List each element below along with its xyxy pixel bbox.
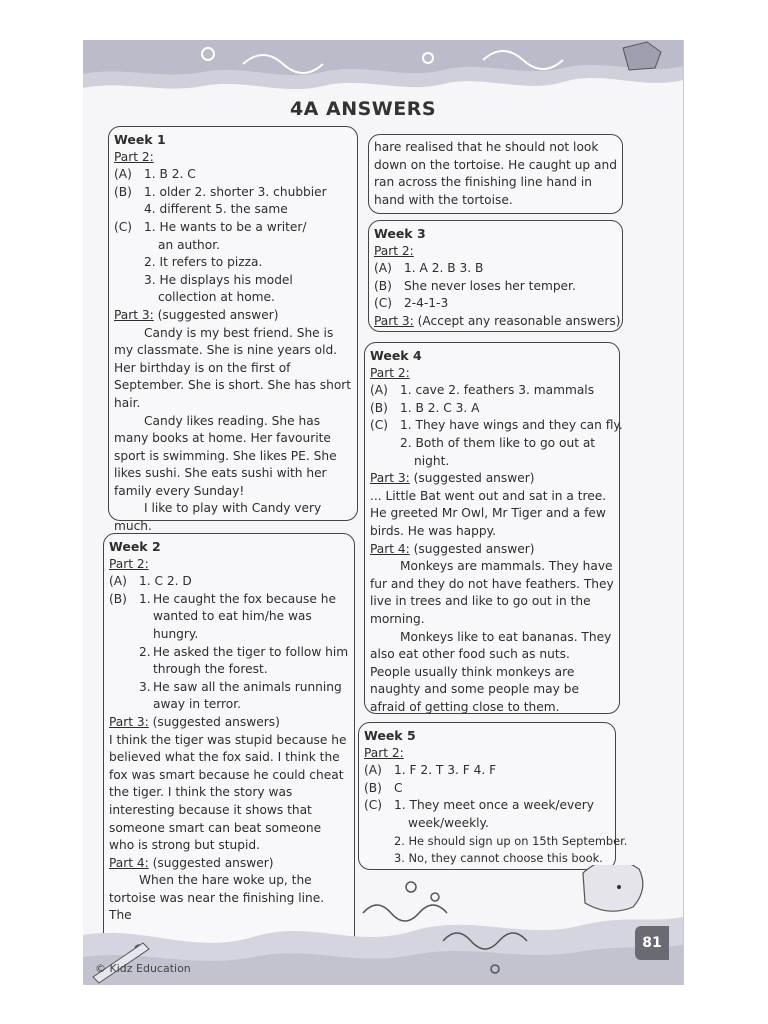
week4-b-answers: 1. B 2. C 3. A — [400, 400, 480, 415]
week1-c-line5: collection at home. — [158, 290, 275, 305]
week2-b3-number: 3. — [139, 679, 151, 694]
week1-a-label: (A) — [114, 167, 132, 182]
week4-part4-paragraph-2: Monkeys like to eat bananas. They also eat other food such as nuts. People usually think monkeys are naughty and some people may be afraid of getting close to them. — [370, 629, 612, 714]
week5-heading: Week 5 — [364, 728, 416, 743]
week2-part2-label: Part 2: — [109, 556, 149, 571]
week2-b2-text: He asked the tiger to follow him through the forest. — [153, 644, 349, 677]
week5-b-label: (B) — [364, 780, 382, 795]
week2-part4-text: When the hare woke up, the tortoise was near the finishing line. The — [109, 873, 325, 923]
week2-b2-number: 2. — [139, 644, 151, 659]
week5-c-line1: 1. They meet once a week/every — [394, 798, 594, 813]
week3-c-label: (C) — [374, 296, 393, 311]
week4-part3-label: Part 3: — [370, 471, 410, 486]
week4-c-line3: night. — [414, 453, 450, 468]
week4-heading: Week 4 — [370, 348, 422, 363]
continuation-text: hare realised that he should not look down on the tortoise. He caught up and ran across the finishing line hand in hand with the tortoise. — [374, 140, 617, 207]
week2-part3-note: (suggested answers) — [152, 714, 280, 729]
week2-part3-label: Part 3: — [109, 714, 149, 729]
wave-banner-decoration — [83, 40, 683, 102]
continuation-box — [368, 134, 623, 214]
page-number-badge: 81 — [635, 926, 669, 960]
week3-b-label: (B) — [374, 278, 392, 293]
week4-part2-label: Part 2: — [370, 365, 410, 380]
week1-part2-label: Part 2: — [114, 149, 154, 164]
page-title: 4A ANSWERS — [289, 98, 437, 120]
week1-paragraph-2: Candy likes reading. She has many books at home. Her favourite sport is swimming. She likes PE. She likes sushi. She eats sushi with her family every Sunday! — [114, 413, 337, 498]
week3-part2-label: Part 2: — [374, 243, 414, 258]
week1-b-label: (B) — [114, 184, 132, 199]
week3-heading: Week 3 — [374, 226, 426, 241]
week3-a-answers: 1. A 2. B 3. B — [404, 261, 484, 276]
week5-a-answers: 1. F 2. T 3. F 4. F — [394, 763, 497, 778]
week2-heading: Week 2 — [109, 539, 161, 554]
week1-a-answers: 1. B 2. C — [144, 167, 196, 182]
week3-c-answer: 2-4-1-3 — [404, 296, 449, 311]
week4-part3-text: ... Little Bat went out and sat in a tree. He greeted Mr Owl, Mr Tiger and a few birds. He was happy. — [370, 488, 607, 538]
week1-c-line4: 3. He displays his model — [144, 272, 293, 287]
week1-box — [108, 126, 358, 534]
week5-c-line2: week/weekly. — [408, 815, 489, 830]
week2-part4-note: (suggested answer) — [152, 855, 274, 870]
week5-part2-label: Part 2: — [364, 745, 404, 760]
week4-c-line1: 1. They have wings and they can fly. — [400, 418, 623, 433]
week3-a-label: (A) — [374, 261, 392, 276]
week2-b1-text: He caught the fox because he wanted to eat him/he was hungry. — [153, 591, 336, 641]
week4-part3-note: (suggested answer) — [413, 471, 535, 486]
week1-c-line1: 1. He wants to be a writer/ — [144, 219, 307, 234]
week4-part4-paragraph-1: Monkeys are mammals. They have fur and they do not have feathers. They live in trees and like to go out in the morning. — [370, 559, 614, 626]
week4-c-line2: 2. Both of them like to go out at — [400, 435, 596, 450]
week5-b-answer: C — [394, 780, 403, 795]
week5-a-label: (A) — [364, 763, 382, 778]
week2-b3-text: He saw all the animals running away in terror. — [153, 679, 342, 712]
week1-part3-label: Part 3: — [114, 307, 154, 322]
week1-b-line1: 1. older 2. shorter 3. chubbier — [144, 184, 327, 199]
workbook-page — [83, 40, 684, 985]
week2-a-answers: 1. C 2. D — [139, 574, 192, 589]
week3-part3-note: (Accept any reasonable answers) — [417, 313, 621, 328]
week2-b-label: (B) — [109, 591, 127, 606]
week5-c-line3: 2. He should sign up on 15th September. — [394, 833, 628, 848]
week3-part3-label: Part 3: — [374, 313, 414, 328]
week2-a-label: (A) — [109, 574, 127, 589]
week4-c-label: (C) — [370, 418, 389, 433]
week4-box — [364, 342, 623, 714]
week2-b1-number: 1. — [139, 591, 151, 606]
week1-c-line2: an author. — [158, 237, 220, 252]
week4-a-answers: 1. cave 2. feathers 3. mammals — [400, 383, 595, 398]
week1-paragraph-3: I like to play with Candy very much. — [114, 501, 322, 534]
copyright-text: © Kidz Education — [95, 962, 191, 975]
week5-c-line4: 3. No, they cannot choose this book. — [394, 851, 603, 866]
week4-b-label: (B) — [370, 400, 388, 415]
week1-part3-note: (suggested answer) — [157, 307, 279, 322]
week1-c-label: (C) — [114, 219, 133, 234]
week2-part3-text: I think the tiger was stupid because he believed what the fox said. I think the fox was smart because he could cheat the tiger. I think the story was interesting because it shows that someone smart can beat someone who is strong but stupid. — [109, 732, 347, 853]
week2-part4-label: Part 4: — [109, 855, 149, 870]
week5-c-label: (C) — [364, 798, 383, 813]
week4-part4-note: (suggested answer) — [413, 541, 535, 556]
week1-c-line3: 2. It refers to pizza. — [144, 255, 263, 270]
week1-heading: Week 1 — [114, 132, 166, 147]
week3-box — [368, 220, 623, 332]
week1-b-line2: 4. different 5. the same — [144, 202, 288, 217]
week5-box — [358, 722, 628, 870]
week3-b-answer: She never loses her temper. — [404, 278, 576, 293]
week1-paragraph-1: Candy is my best friend. She is my classmate. She is nine years old. Her birthday is on the first of September. She is short. She has short hair. — [114, 325, 352, 410]
week4-part4-label: Part 4: — [370, 541, 410, 556]
week4-a-label: (A) — [370, 383, 388, 398]
